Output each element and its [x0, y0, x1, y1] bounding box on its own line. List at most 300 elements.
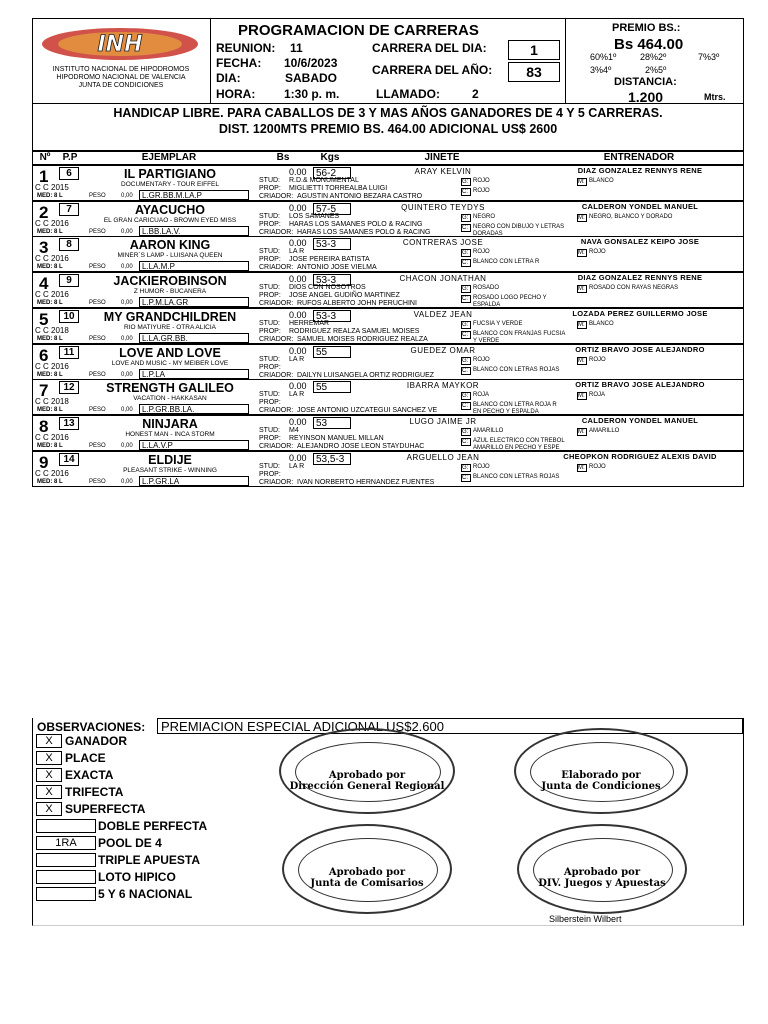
premio-label: PREMIO BS.: [612, 22, 681, 34]
horse-name: MY GRANDCHILDREN [103, 310, 237, 324]
horse-number: 9 [39, 453, 49, 472]
horse-number: 6 [39, 346, 49, 365]
col-entrenador: ENTRENADOR [603, 152, 675, 163]
svg-text:INH: INH [97, 32, 143, 57]
bet-checkbox[interactable] [36, 887, 96, 901]
table-row [32, 379, 744, 415]
medication-code: L.P.LA [139, 369, 249, 379]
med-label: MED: 8 L [37, 443, 63, 449]
g-value: ROJO [473, 249, 490, 255]
stud-value: LOS SAMANES [289, 213, 340, 220]
peso-value: 0,00 [121, 372, 133, 378]
conditions-line-2: DIST. 1200MTS PREMIO BS. 464.00 ADICIONAL US$ 2600 [218, 122, 558, 136]
post-position: 14 [59, 453, 79, 466]
criador-label: CRIADOR: [259, 229, 294, 236]
bs-value: 0.00 [289, 274, 307, 284]
m-label: M: [577, 321, 587, 329]
post-position: 9 [59, 274, 79, 287]
bet-checkbox[interactable] [36, 819, 96, 833]
peso-value: 0,00 [121, 407, 133, 413]
g-value: ROJO [473, 178, 490, 184]
fecha-label: FECHA: [216, 56, 262, 70]
kgs-value: 53-3 [313, 274, 351, 286]
g-label: G: [461, 249, 471, 257]
c-value: ROSADO LOGO PECHO Y ESPALDA [473, 295, 547, 308]
pct-1: 60%1º [590, 52, 617, 62]
distancia-unit: Mtrs. [704, 92, 726, 102]
criador-label: CRIADOR: [259, 264, 294, 271]
post-position: 6 [59, 167, 79, 180]
signature-name: Silberstein Wilbert [549, 914, 622, 924]
pct-4: 3%4º [590, 65, 612, 75]
bet-checkbox[interactable]: X [36, 751, 62, 765]
col-pp: P.P [62, 152, 78, 163]
criador-label: CRIADOR: [259, 300, 294, 307]
stamp-line-2: Junta de Comisarios [310, 878, 424, 889]
m-label: M: [577, 178, 587, 186]
bet-label: DOBLE PERFECTA [98, 819, 208, 833]
bet-label: LOTO HIPICO [98, 870, 176, 884]
jockey-name: VALDEZ JEAN [413, 310, 473, 319]
horse-pedigree: HONEST MAN - INCA STORM [125, 431, 215, 438]
c-label: C: [461, 438, 471, 446]
premio-value: Bs 464.00 [614, 36, 684, 53]
criador-value: ALEJANDRO JOSE LEON STAYDUHAC [297, 443, 425, 450]
kgs-value: 55 [313, 381, 351, 393]
pct-5: 2%5º [645, 65, 667, 75]
stud-label: STUD: [259, 391, 280, 398]
approval-stamp [282, 824, 452, 914]
col-kgs: Kgs [320, 152, 340, 163]
medication-code: L.LA.V.P [139, 440, 249, 450]
bet-checkbox[interactable] [36, 853, 96, 867]
horse-year: C C 2016 [35, 433, 69, 442]
carrera-dia-label: CARRERA DEL DIA: [372, 41, 487, 55]
medication-code: L.GR.BB.M.LA.P [139, 190, 249, 200]
horse-pedigree: MINER´S LAMP - LUISANA QUEEN [117, 252, 223, 259]
peso-value: 0,00 [121, 336, 133, 342]
bs-value: 0.00 [289, 346, 307, 356]
horse-year: C C 2018 [35, 397, 69, 406]
g-value: ROSADO [473, 285, 500, 291]
prop-label: PROP: [259, 185, 281, 192]
horse-year: C C 2016 [35, 469, 69, 478]
bet-label: EXACTA [65, 768, 114, 782]
jockey-name: IBARRA MAYKOR [406, 381, 480, 390]
c-value: AZUL ELECTRICO CON TREBOL AMARILLO EN PECHO Y ESPE [473, 438, 565, 451]
med-label: MED: 8 L [37, 372, 63, 378]
stud-label: STUD: [259, 463, 280, 470]
horse-year: C C 2015 [35, 183, 69, 192]
observaciones-label: OBSERVACIONES: [37, 720, 146, 734]
horse-pedigree: DOCUMENTARY - TOUR EIFFEL [121, 181, 219, 188]
g-value: AMARILLO [473, 428, 504, 434]
prop-label: PROP: [259, 435, 281, 442]
trainer-name: LOZADA PEREZ GUILLERMO JOSE [572, 309, 708, 318]
prop-label: PROP: [259, 292, 281, 299]
post-position: 7 [59, 203, 79, 216]
peso-value: 0,00 [121, 479, 133, 485]
institution-name [34, 66, 208, 90]
inst-line-1: INSTITUTO NACIONAL DE HIPODROMOS [52, 66, 190, 73]
criador-value: ANTONIO JOSE VIELMA [297, 264, 377, 271]
g-label: G: [461, 357, 471, 365]
post-position: 11 [59, 346, 79, 359]
kgs-value: 53 [313, 417, 351, 429]
criador-value: JOSE ANTONIO UZCATEGUI SANCHEZ VE [297, 407, 438, 414]
criador-label: CRIADOR: [259, 336, 294, 343]
table-row [32, 236, 744, 272]
bs-value: 0.00 [289, 381, 307, 391]
g-label: G: [461, 464, 471, 472]
horse-pedigree: LOVE AND MUSIC - MY MEIBER LOVE [111, 360, 229, 367]
peso-label: PESO [89, 372, 106, 378]
trainer-name: DIAZ GONZALEZ RENNYS RENE [577, 166, 703, 175]
c-label: C: [461, 188, 471, 196]
prop-value: MIGLIETTI TORREALBA LUIGI [289, 185, 388, 192]
stud-label: STUD: [259, 177, 280, 184]
prop-label: PROP: [259, 256, 281, 263]
stud-label: STUD: [259, 213, 280, 220]
c-label: C: [461, 331, 471, 339]
pct-3: 7%3º [698, 52, 720, 62]
bet-label: PLACE [65, 751, 106, 765]
horse-number: 2 [39, 203, 49, 222]
stud-label: STUD: [259, 248, 280, 255]
m-value: NEGRO, BLANCO Y DORADO [589, 214, 673, 220]
g-value: FUCSIA Y VERDE [473, 321, 523, 327]
criador-label: CRIADOR: [259, 407, 294, 414]
table-row [32, 415, 744, 451]
m-label: M: [577, 285, 587, 293]
m-label: M: [577, 392, 587, 400]
carrera-ano-value: 83 [508, 62, 560, 82]
observaciones-text: PREMIACION ESPECIAL ADICIONAL US$2.600 [157, 718, 743, 734]
stamp-line-2: DIV. Juegos y Apuestas [538, 878, 666, 889]
horse-number: 1 [39, 167, 49, 186]
bs-value: 0.00 [289, 417, 307, 427]
bet-label: GANADOR [65, 734, 127, 748]
stamp-line-1: Aprobado por [328, 770, 406, 781]
table-row [32, 201, 744, 237]
m-label: M: [577, 249, 587, 257]
distancia-value: 1.200 [628, 89, 664, 105]
jockey-name: CONTRERAS JOSE [402, 238, 484, 247]
approval-stamp [517, 824, 687, 914]
m-label: M: [577, 357, 587, 365]
prop-label: PROP: [259, 364, 281, 371]
c-value: BLANCO CON LETRAS ROJAS [473, 474, 560, 480]
horse-pedigree: VACATION - HAKKASAN [133, 395, 207, 402]
bet-checkbox[interactable]: X [36, 734, 62, 748]
page-title: PROGRAMACION DE CARRERAS [238, 22, 479, 39]
approval-stamp [514, 728, 688, 814]
prop-value: JOSE PEREIRA BATISTA [289, 256, 370, 263]
llamado-label: LLAMADO: [376, 87, 440, 101]
medication-code: L.BB.LA.V. [139, 226, 249, 236]
dia-value: SABADO [285, 71, 338, 85]
g-value: ROJO [473, 464, 490, 470]
criador-value: HARAS LOS SAMANES POLO & RACING [297, 229, 431, 236]
prop-value: JOSE ANGEL GUDIÑO MARTINEZ [289, 292, 400, 299]
bet-label: 5 Y 6 NACIONAL [98, 887, 193, 901]
peso-label: PESO [89, 443, 106, 449]
horse-pedigree: PLEASANT STRIKE - WINNING [123, 467, 217, 474]
kgs-value: 55 [313, 346, 351, 358]
horse-number: 7 [39, 381, 49, 400]
prop-label: PROP: [259, 399, 281, 406]
g-value: NEGRO [473, 214, 496, 220]
peso-value: 0,00 [121, 300, 133, 306]
criador-label: CRIADOR: [259, 193, 294, 200]
g-label: G: [461, 178, 471, 186]
table-row [32, 165, 744, 201]
med-label: MED: 8 L [37, 407, 63, 413]
peso-label: PESO [89, 193, 106, 199]
stamp-line-2: Dirección General Regional [289, 781, 445, 792]
bet-label: TRIPLE APUESTA [98, 853, 201, 867]
bet-label: SUPERFECTA [65, 802, 146, 816]
header-divider-1 [210, 18, 211, 104]
dia-label: DIA: [216, 71, 241, 85]
bs-value: 0.00 [289, 238, 307, 248]
table-row [32, 308, 744, 344]
m-value: ROJO [589, 357, 606, 363]
criador-label: CRIADOR: [259, 479, 294, 486]
horse-year: C C 2016 [35, 254, 69, 263]
hora-value: 1:30 p. m. [284, 87, 340, 101]
bet-label: POOL DE 4 [98, 836, 162, 850]
horse-pedigree: Z HUMOR - BUCANERA [133, 288, 207, 295]
horse-number: 5 [39, 310, 49, 329]
med-label: MED: 8 L [37, 264, 63, 270]
horse-name: STRENGTH GALILEO [106, 381, 234, 395]
horse-name: LOVE AND LOVE [119, 346, 221, 360]
post-position: 12 [59, 381, 79, 394]
horse-number: 8 [39, 417, 49, 436]
stud-value: LA R [289, 248, 305, 255]
c-value: BLANCO CON FRANJAS FUCSIA Y VERDE [473, 331, 566, 344]
criador-value: DAILYN LUISANGELA ORTIZ RODRIGUEZ [297, 372, 435, 379]
trainer-name: ORTIZ BRAVO JOSE ALEJANDRO [575, 380, 705, 389]
stud-value: LA R [289, 356, 305, 363]
bet-checkbox[interactable]: X [36, 802, 62, 816]
prop-label: PROP: [259, 328, 281, 335]
horse-name: AYACUCHO [135, 203, 205, 217]
prop-value: RODRIGUEZ REALZA SAMUEL MOISES [289, 328, 420, 335]
bet-label: TRIFECTA [65, 785, 124, 799]
horse-name: JACKIEROBINSON [113, 274, 227, 288]
kgs-value: 57-5 [313, 203, 351, 215]
jockey-name: GUEDEZ OMAR [410, 346, 476, 355]
g-label: G: [461, 285, 471, 293]
criador-value: IVAN NORBERTO HERNANDEZ FUENTES [297, 479, 435, 486]
col-jinete: JINETE [424, 152, 460, 163]
pct-2: 28%2º [640, 52, 667, 62]
med-label: MED: 8 L [37, 479, 63, 485]
g-label: G: [461, 321, 471, 329]
table-row [32, 272, 744, 308]
trainer-name: ORTIZ BRAVO JOSE ALEJANDRO [575, 345, 705, 354]
stamp-line-1: Aprobado por [328, 867, 406, 878]
criador-label: CRIADOR: [259, 372, 294, 379]
inst-line-3: JUNTA DE CONDICIONES [78, 82, 164, 89]
medication-code: L.LA.GR.BB. [139, 333, 249, 343]
c-label: C: [461, 402, 471, 410]
post-position: 10 [59, 310, 79, 323]
bs-value: 0.00 [289, 310, 307, 320]
horse-year: C C 2016 [35, 362, 69, 371]
m-value: AMARILLO [589, 428, 620, 434]
peso-value: 0,00 [121, 193, 133, 199]
peso-label: PESO [89, 479, 106, 485]
bet-checkbox[interactable]: X [36, 785, 62, 799]
c-label: C: [461, 224, 471, 232]
c-value: BLANCO CON LETRA ROJA R EN PECHO Y ESPALDA [473, 402, 557, 415]
c-label: C: [461, 259, 471, 267]
c-value: BLANCO CON LETRAS ROJAS [473, 367, 560, 373]
stud-value: M4 [289, 427, 299, 434]
stud-label: STUD: [259, 356, 280, 363]
c-value: BLANCO CON LETRA R [473, 259, 540, 265]
carrera-ano-label: CARRERA DEL AÑO: [372, 63, 493, 77]
jockey-name: QUINTERO TEYDYS [401, 203, 485, 212]
g-label: G: [461, 428, 471, 436]
kgs-value: 56-2 [313, 167, 351, 179]
kgs-value: 53-3 [313, 238, 351, 250]
horse-year: C C 2016 [35, 219, 69, 228]
c-value: NEGRO CON DIBUJO Y LETRAS DORADAS [473, 224, 565, 237]
stamp-line-2: Junta de Condiciones [541, 781, 661, 792]
bs-value: 0.00 [289, 453, 307, 463]
prop-label: PROP: [259, 471, 281, 478]
table-row [32, 344, 744, 380]
criador-label: CRIADOR: [259, 443, 294, 450]
peso-label: PESO [89, 336, 106, 342]
c-label: C: [461, 295, 471, 303]
stud-value: LA R [289, 391, 305, 398]
horse-year: C C 2018 [35, 326, 69, 335]
m-value: BLANCO [589, 321, 614, 327]
medication-code: L.LA.M.P [139, 261, 249, 271]
distancia-label: DISTANCIA: [614, 76, 677, 88]
jockey-name: ARAY KELVIN [414, 167, 472, 176]
bs-value: 0.00 [289, 167, 307, 177]
kgs-value: 53-3 [313, 310, 351, 322]
peso-label: PESO [89, 229, 106, 235]
c-value: ROJO [473, 188, 490, 194]
bet-checkbox[interactable]: X [36, 768, 62, 782]
m-value: ROJO [589, 464, 606, 470]
medication-code: L.P.M.LA.GR [139, 297, 249, 307]
stamp-line-1: Elaborado por [561, 770, 641, 781]
trainer-name: NAVA GONSALEZ KEIPO JOSE [580, 237, 700, 246]
g-label: G: [461, 214, 471, 222]
stud-value: DIOS CON NOSOTROS [289, 284, 366, 291]
fecha-value: 10/6/2023 [284, 56, 338, 70]
g-label: G: [461, 392, 471, 400]
jockey-name: ARGUELLO JEAN [406, 453, 480, 462]
med-label: MED: 8 L [37, 300, 63, 306]
c-label: C: [461, 474, 471, 482]
header-divider-2 [565, 18, 566, 104]
peso-value: 0,00 [121, 443, 133, 449]
reunion-label: REUNION: [216, 41, 276, 55]
g-value: ROJO [473, 357, 490, 363]
trainer-name: CALDERON YONDEL MANUEL [581, 202, 699, 211]
peso-label: PESO [89, 407, 106, 413]
bet-checkbox[interactable] [36, 870, 96, 884]
criador-value: RUFOS ALBERTO JOHN PERUCHINI [297, 300, 417, 307]
stamp-line-1: Aprobado por [563, 867, 641, 878]
inst-line-2: HIPODROMO NACIONAL DE VALENCIA [56, 74, 186, 81]
peso-value: 0,00 [121, 229, 133, 235]
col-n: Nº [39, 152, 51, 163]
med-label: MED: 8 L [37, 229, 63, 235]
bet-checkbox[interactable]: 1RA [36, 836, 96, 850]
medication-code: L.P.GR.BB.LA. [139, 404, 249, 414]
peso-value: 0,00 [121, 264, 133, 270]
jockey-name: CHACON JONATHAN [399, 274, 487, 283]
prop-value: HARAS LOS SAMANES POLO & RACING [289, 221, 423, 228]
trainer-name: CALDERON YONDEL MANUEL [581, 416, 699, 425]
m-value: ROJA [589, 392, 606, 398]
stud-label: STUD: [259, 284, 280, 291]
prop-label: PROP: [259, 221, 281, 228]
inh-logo [40, 24, 200, 64]
criador-value: SAMUEL MOISES RODRIGUEZ REALZA [297, 336, 428, 343]
m-value: ROJO [589, 249, 606, 255]
m-label: M: [577, 428, 587, 436]
stud-label: STUD: [259, 427, 280, 434]
carrera-dia-value: 1 [508, 40, 560, 60]
horse-number: 4 [39, 274, 49, 293]
approval-stamp [279, 728, 455, 814]
trainer-name: DIAZ GONZALEZ RENNYS RENE [577, 273, 703, 282]
m-label: M: [577, 214, 587, 222]
trainer-name: CHEOPKON RODRIGUEZ ALEXIS DAVID [563, 452, 717, 461]
stud-value: LA R [289, 463, 305, 470]
table-row [32, 451, 744, 487]
medication-code: L.P.GR.LA [139, 476, 249, 486]
horse-name: AARON KING [129, 238, 211, 252]
horse-year: C C 2016 [35, 290, 69, 299]
med-label: MED: 8 L [37, 336, 63, 342]
kgs-value: 53,5-3 [313, 453, 351, 465]
m-value: ROSADO CON RAYAS NEGRAS [589, 285, 679, 291]
g-value: ROJA [473, 392, 490, 398]
hora-label: HORA: [216, 87, 256, 101]
bs-value: 0.00 [289, 203, 307, 213]
med-label: MED: 8 L [37, 193, 63, 199]
peso-label: PESO [89, 264, 106, 270]
peso-label: PESO [89, 300, 106, 306]
llamado-value: 2 [472, 87, 479, 101]
criador-value: AGUSTIN ANTONIO BEZARA CASTRO [297, 193, 423, 200]
post-position: 8 [59, 238, 79, 251]
horse-number: 3 [39, 238, 49, 257]
horse-name: NINJARA [142, 417, 198, 431]
stud-label: STUD: [259, 320, 280, 327]
horse-pedigree: EL GRAN CARICUAO - BROWN EYED MISS [103, 217, 237, 224]
post-position: 13 [59, 417, 79, 430]
prop-value: REYINSON MANUEL MILLAN [289, 435, 384, 442]
conditions-line-1: HANDICAP LIBRE. PARA CABALLOS DE 3 Y MAS AÑOS GANADORES DE 4 Y 5 CARRERAS. [113, 106, 663, 120]
horse-name: IL PARTIGIANO [124, 167, 216, 181]
horse-name: ELDIJE [148, 453, 192, 467]
reunion-value: 11 [290, 41, 303, 55]
stud-value: R.D.& MONUMENTAL [289, 177, 359, 184]
